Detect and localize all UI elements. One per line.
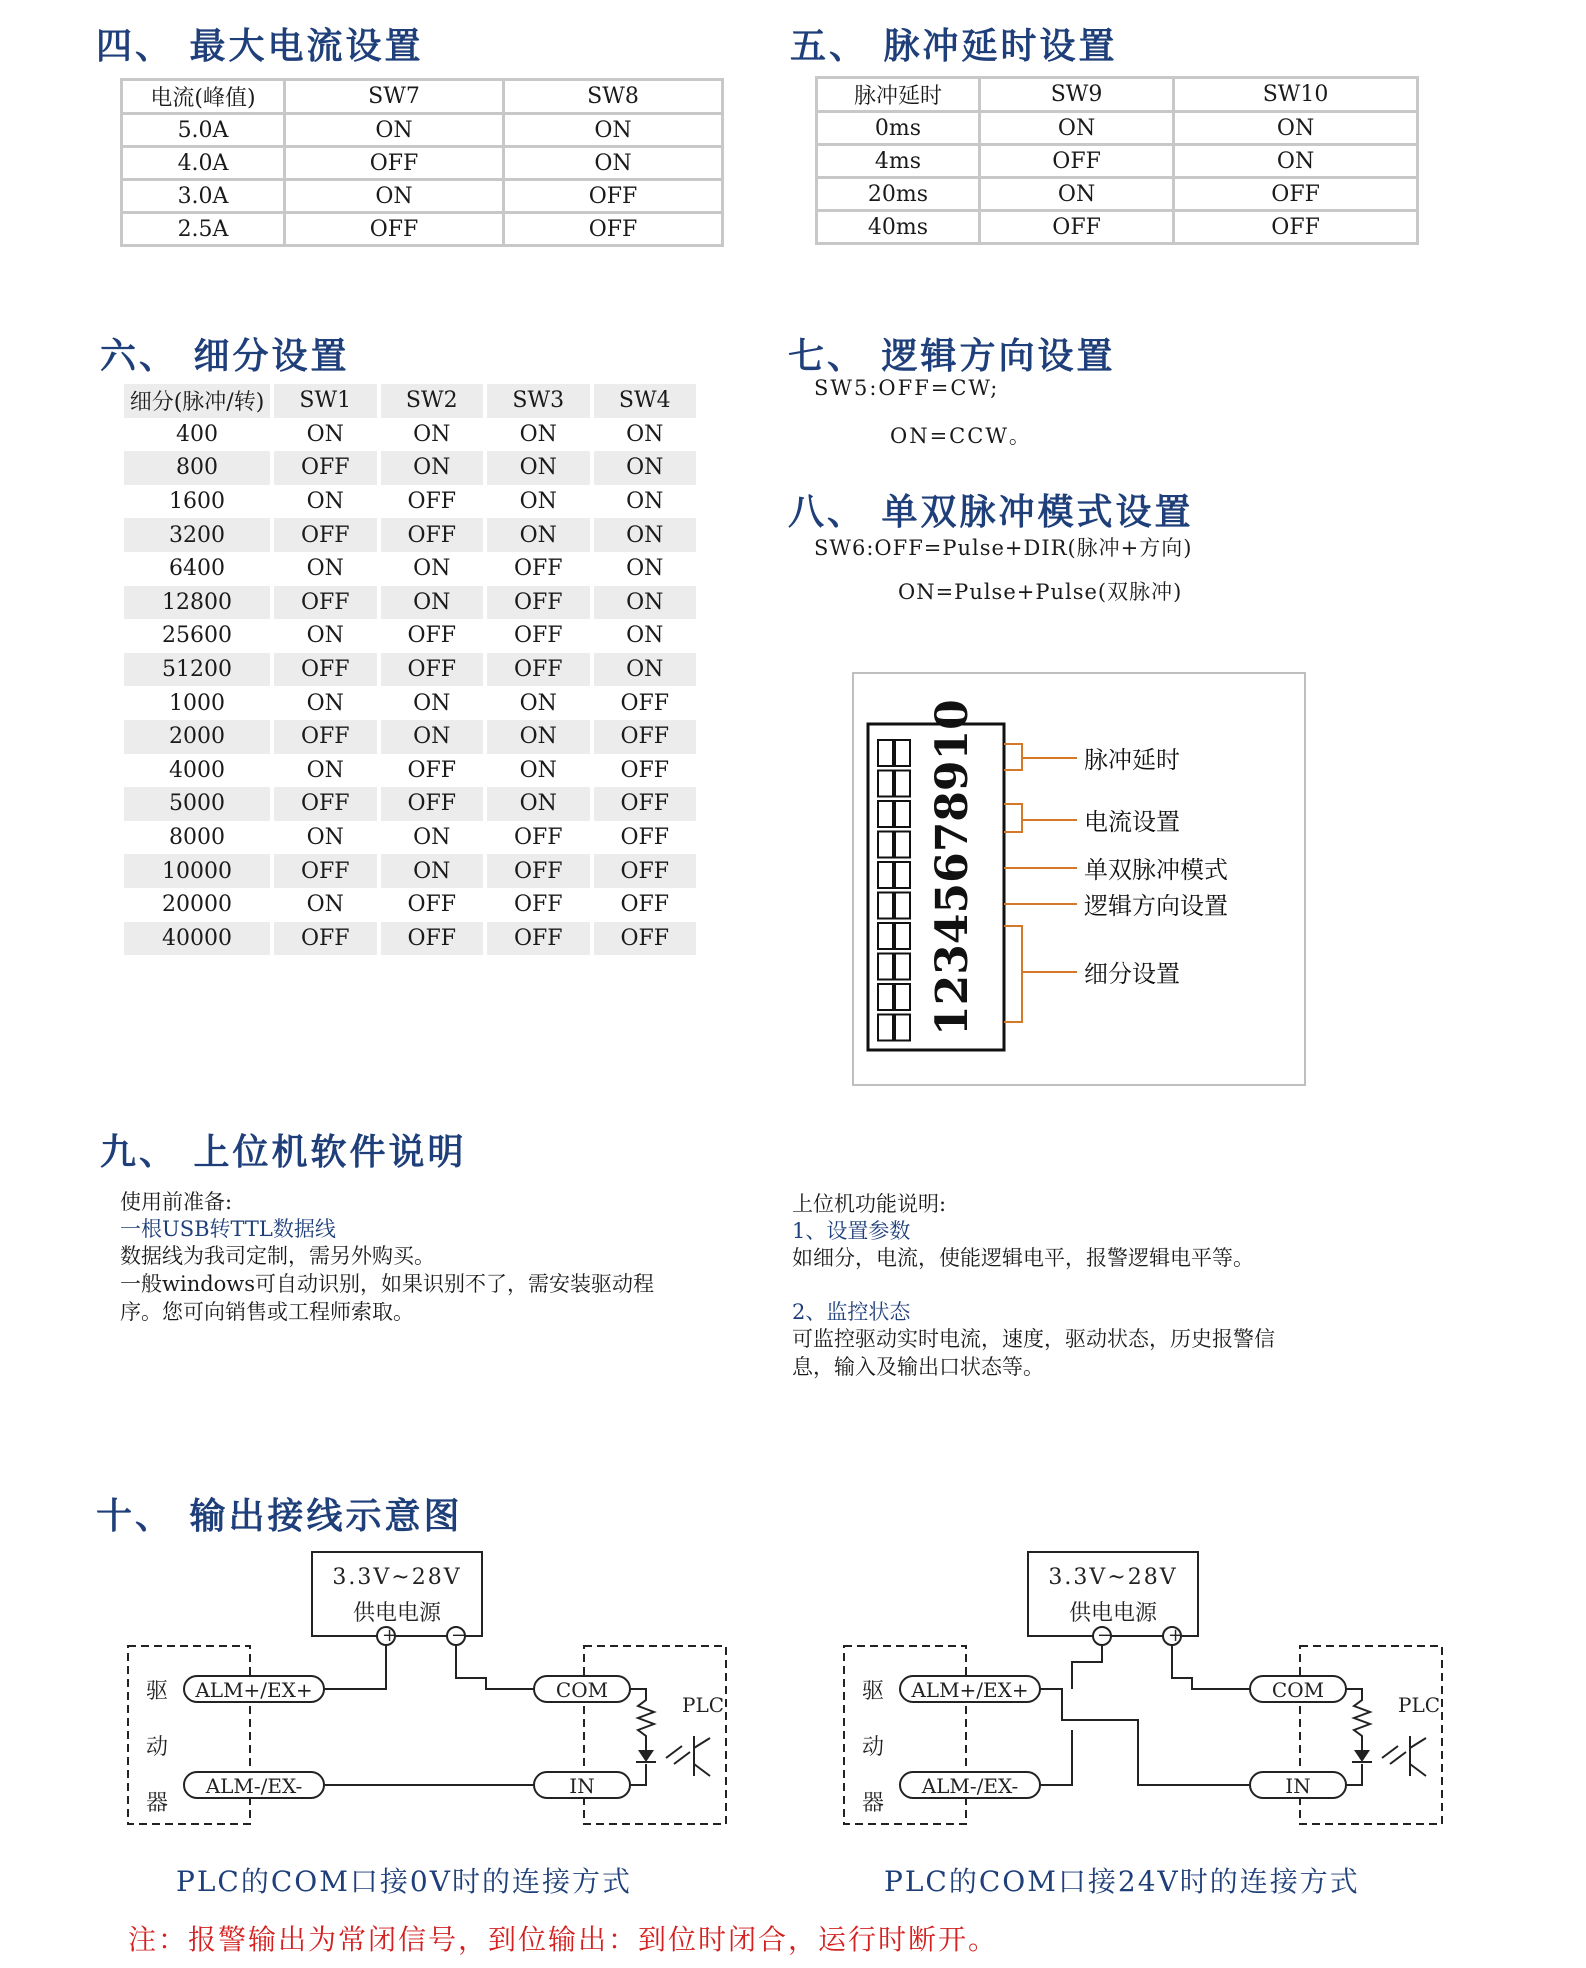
prep-p2a: 一般windows可自动识别，如果识别不了，需安装驱动程 <box>120 1272 655 1296</box>
table-cell: OFF <box>272 720 379 754</box>
table-cell: OFF <box>592 922 699 956</box>
func-heading: 上位机功能说明: <box>792 1192 947 1216</box>
table-header-cell: SW4 <box>592 384 699 418</box>
table-cell: ON <box>1174 112 1418 145</box>
table-cell: OFF <box>504 180 723 213</box>
dip-switch-diagram <box>852 672 1306 1086</box>
func-p2b: 息，输入及输出口状态等。 <box>792 1355 1044 1379</box>
section7-title: 七、 逻辑方向设置 <box>788 335 1116 377</box>
table-cell: OFF <box>485 653 592 687</box>
table-cell: ON <box>485 418 592 452</box>
table-cell: OFF <box>379 619 486 653</box>
microstep-table <box>124 384 700 955</box>
table-header-cell: SW9 <box>980 78 1174 112</box>
driver-char-3: 器 <box>862 1791 885 1816</box>
table-cell: OFF <box>285 213 504 246</box>
table-cell: 1000 <box>124 686 272 720</box>
table-cell: 40ms <box>817 211 980 244</box>
table-row <box>124 754 698 788</box>
table-cell: 8000 <box>124 821 272 855</box>
table-cell: OFF <box>272 518 379 552</box>
dip-brackets <box>1004 744 1077 1022</box>
section9-title: 九、 上位机软件说明 <box>100 1131 467 1173</box>
sw6-line2: ON=Pulse+Pulse(双脉冲) <box>898 580 1183 604</box>
table-row <box>124 720 698 754</box>
table-header-cell: SW8 <box>504 80 723 114</box>
table-cell: ON <box>980 112 1174 145</box>
table-cell: 51200 <box>124 653 272 687</box>
table-cell: OFF <box>285 147 504 180</box>
table-row <box>124 586 698 620</box>
table-header-cell: SW3 <box>485 384 592 418</box>
table-cell: OFF <box>379 922 486 956</box>
table-cell: OFF <box>485 854 592 888</box>
table-cell: ON <box>980 178 1174 211</box>
table-cell: OFF <box>379 485 486 519</box>
pulse-delay-table <box>815 76 1419 245</box>
section6-title: 六、 细分设置 <box>100 335 350 377</box>
alarm-note: 注：报警输出为常闭信号，到位输出：到位时闭合，运行时断开。 <box>128 1923 999 1956</box>
table-cell: OFF <box>592 888 699 922</box>
table-cell: ON <box>272 888 379 922</box>
table-cell: OFF <box>592 854 699 888</box>
table-cell: ON <box>485 720 592 754</box>
dip-switch-cell <box>878 832 893 858</box>
driver-char-3: 器 <box>146 1791 169 1816</box>
dip-switch-cell <box>878 801 893 827</box>
table-cell: OFF <box>272 922 379 956</box>
table-cell: ON <box>272 821 379 855</box>
func-sub1: 1、设置参数 <box>792 1219 911 1243</box>
dip-switch-cell <box>878 740 893 766</box>
table-cell: ON <box>592 485 699 519</box>
table-cell: ON <box>379 821 486 855</box>
table-cell: OFF <box>592 720 699 754</box>
table-cell: OFF <box>592 754 699 788</box>
table-row <box>124 922 698 956</box>
plus-terminal: + <box>382 1625 398 1646</box>
table-cell: OFF <box>485 552 592 586</box>
table-cell: ON <box>592 619 699 653</box>
table-row <box>124 418 698 452</box>
table-cell: ON <box>285 180 504 213</box>
table-cell: 400 <box>124 418 272 452</box>
table-row <box>817 145 1418 178</box>
table-header-cell: 细分(脉冲/转) <box>124 384 272 418</box>
dip-switch-cell <box>895 801 910 827</box>
supply-label: 供电电源 <box>1068 1601 1158 1626</box>
table-header-row <box>124 384 698 418</box>
table-cell: 0ms <box>817 112 980 145</box>
sw5-line1: SW5:OFF=CW; <box>814 376 1000 400</box>
table-header-row <box>817 78 1418 112</box>
table-cell: OFF <box>485 821 592 855</box>
table-cell: ON <box>272 686 379 720</box>
table-cell: 1600 <box>124 485 272 519</box>
caption-com-0v: PLC的COM口接0V时的连接方式 <box>176 1865 632 1898</box>
table-cell: OFF <box>272 653 379 687</box>
sw6-line1: SW6:OFF=Pulse+DIR(脉冲+方向) <box>814 536 1193 560</box>
dip-switch-cell <box>895 771 910 797</box>
table-cell: ON <box>485 686 592 720</box>
table-cell: OFF <box>485 619 592 653</box>
dip-switch-cell <box>878 984 893 1010</box>
dip-label-delay: 脉冲延时 <box>1084 746 1180 774</box>
table-cell: ON <box>592 451 699 485</box>
table-cell: ON <box>485 485 592 519</box>
dip-switch-cell <box>878 771 893 797</box>
supply-voltage: 3.3V~28V <box>1048 1565 1178 1590</box>
table-cell: 3.0A <box>122 180 285 213</box>
table-cell: 4.0A <box>122 147 285 180</box>
dip-switch-cell <box>895 1015 910 1041</box>
table-cell: 10000 <box>124 854 272 888</box>
table-cell: ON <box>379 720 486 754</box>
table-cell: OFF <box>592 686 699 720</box>
table-cell: ON <box>504 147 723 180</box>
dip-switch-cell <box>895 984 910 1010</box>
table-cell: OFF <box>272 854 379 888</box>
table-row <box>124 686 698 720</box>
table-cell: ON <box>592 586 699 620</box>
plc-label: PLC <box>1398 1693 1441 1717</box>
alm-plus-label: ALM+/EX+ <box>911 1678 1029 1702</box>
supply-voltage: 3.3V~28V <box>332 1565 462 1590</box>
dip-label-direction: 逻辑方向设置 <box>1084 892 1228 920</box>
table-cell: 20ms <box>817 178 980 211</box>
table-cell: OFF <box>379 754 486 788</box>
table-cell: ON <box>272 485 379 519</box>
func-p2a: 可监控驱动实时电流，速度，驱动状态，历史报警信 <box>792 1327 1275 1351</box>
table-cell: ON <box>485 787 592 821</box>
table-cell: ON <box>592 518 699 552</box>
dip-label-current: 电流设置 <box>1084 808 1180 836</box>
table-header-cell: SW2 <box>379 384 486 418</box>
table-cell: ON <box>592 653 699 687</box>
table-cell: ON <box>1174 145 1418 178</box>
table-header-cell: SW1 <box>272 384 379 418</box>
table-row <box>124 518 698 552</box>
table-cell: OFF <box>1174 178 1418 211</box>
table-row <box>124 653 698 687</box>
plc-label: PLC <box>682 1693 725 1717</box>
com-label: COM <box>555 1678 609 1702</box>
dip-switch-cell <box>878 862 893 888</box>
table-cell: 3200 <box>124 518 272 552</box>
alm-minus-label: ALM-/EX- <box>205 1774 303 1798</box>
table-row <box>124 854 698 888</box>
dip-switch-cell <box>878 923 893 949</box>
prep-heading: 使用前准备: <box>120 1190 233 1214</box>
dip-switch-cell <box>895 954 910 980</box>
table-cell: 25600 <box>124 619 272 653</box>
table-cell: OFF <box>1174 211 1418 244</box>
dip-switch-cell <box>895 740 910 766</box>
table-cell: 2.5A <box>122 213 285 246</box>
table-row <box>124 485 698 519</box>
table-cell: 800 <box>124 451 272 485</box>
table-row <box>124 821 698 855</box>
driver-char-1: 驱 <box>146 1679 169 1704</box>
table-cell: ON <box>592 418 699 452</box>
table-cell: 6400 <box>124 552 272 586</box>
minus-terminal: − <box>1097 1625 1113 1646</box>
table-header-cell: SW7 <box>285 80 504 114</box>
table-row <box>122 114 723 147</box>
prep-p1: 数据线为我司定制，需另外购买。 <box>120 1244 435 1268</box>
table-cell: OFF <box>980 145 1174 178</box>
table-cell: 20000 <box>124 888 272 922</box>
table-row <box>817 112 1418 145</box>
table-cell: ON <box>592 552 699 586</box>
table-cell: ON <box>379 552 486 586</box>
minus-terminal: − <box>451 1625 467 1646</box>
current-table <box>120 78 724 247</box>
driver-char-2: 动 <box>862 1735 885 1760</box>
table-cell: OFF <box>504 213 723 246</box>
table-cell: 4ms <box>817 145 980 178</box>
table-cell: OFF <box>592 787 699 821</box>
com-label: COM <box>1271 1678 1325 1702</box>
section4-title: 四、 最大电流设置 <box>96 25 424 67</box>
supply-label: 供电电源 <box>352 1601 442 1626</box>
table-header-cell: SW10 <box>1174 78 1418 112</box>
section5-title: 五、 脉冲延时设置 <box>790 25 1118 67</box>
dip-switch-cell <box>895 923 910 949</box>
dip-switch-cell <box>895 893 910 919</box>
sw5-line2: ON=CCW。 <box>890 424 1032 448</box>
table-cell: ON <box>272 754 379 788</box>
table-cell: 40000 <box>124 922 272 956</box>
func-sub2: 2、监控状态 <box>792 1300 911 1324</box>
table-row <box>122 147 723 180</box>
alm-minus-label: ALM-/EX- <box>921 1774 1019 1798</box>
alm-plus-label: ALM+/EX+ <box>195 1678 313 1702</box>
table-cell: ON <box>485 754 592 788</box>
in-label: IN <box>1285 1774 1311 1798</box>
table-cell: ON <box>272 619 379 653</box>
table-cell: ON <box>485 518 592 552</box>
dip-switch-cell <box>878 1015 893 1041</box>
table-row <box>817 211 1418 244</box>
table-row <box>124 787 698 821</box>
dip-switch-cell <box>895 862 910 888</box>
table-cell: 5.0A <box>122 114 285 147</box>
table-row <box>817 178 1418 211</box>
caption-com-24v: PLC的COM口接24V时的连接方式 <box>884 1865 1360 1898</box>
table-cell: OFF <box>272 451 379 485</box>
table-cell: OFF <box>379 888 486 922</box>
table-cell: 4000 <box>124 754 272 788</box>
table-cell: ON <box>379 686 486 720</box>
table-cell: ON <box>272 418 379 452</box>
wiring-diagram-com-0v <box>126 1550 738 1830</box>
prep-cable: 一根USB转TTL数据线 <box>120 1217 336 1241</box>
table-cell: ON <box>379 854 486 888</box>
table-header-cell: 电流(峰值) <box>122 80 285 114</box>
table-row <box>122 180 723 213</box>
func-p1: 如细分，电流，使能逻辑电平，报警逻辑电平等。 <box>792 1246 1254 1270</box>
table-header-row <box>122 80 723 114</box>
table-cell: ON <box>285 114 504 147</box>
in-label: IN <box>569 1774 595 1798</box>
table-cell: OFF <box>379 518 486 552</box>
table-cell: OFF <box>592 821 699 855</box>
table-cell: OFF <box>272 586 379 620</box>
table-cell: ON <box>379 418 486 452</box>
plus-terminal: + <box>1168 1625 1184 1646</box>
table-row <box>124 619 698 653</box>
table-cell: OFF <box>485 922 592 956</box>
table-cell: OFF <box>485 586 592 620</box>
section10-title: 十、 输出接线示意图 <box>96 1495 463 1537</box>
table-cell: ON <box>272 552 379 586</box>
section8-title: 八、 单双脉冲模式设置 <box>788 491 1194 533</box>
table-cell: ON <box>504 114 723 147</box>
table-cell: ON <box>379 451 486 485</box>
driver-char-1: 驱 <box>862 1679 885 1704</box>
dip-switch-cell <box>878 954 893 980</box>
table-cell: 12800 <box>124 586 272 620</box>
dip-label-pulse-mode: 单双脉冲模式 <box>1084 856 1228 884</box>
dip-label-microstep: 细分设置 <box>1084 960 1180 988</box>
table-row <box>124 888 698 922</box>
table-cell: OFF <box>379 653 486 687</box>
table-cell: OFF <box>980 211 1174 244</box>
dip-numbers: 12345678910 <box>927 699 978 1036</box>
dip-switch-cell <box>895 832 910 858</box>
table-cell: 5000 <box>124 787 272 821</box>
driver-char-2: 动 <box>146 1735 169 1760</box>
table-header-cell: 脉冲延时 <box>817 78 980 112</box>
table-cell: 2000 <box>124 720 272 754</box>
table-cell: OFF <box>272 787 379 821</box>
table-cell: OFF <box>485 888 592 922</box>
table-cell: ON <box>485 451 592 485</box>
wiring-diagram-com-24v <box>842 1550 1454 1830</box>
prep-p2b: 序。您可向销售或工程师索取。 <box>120 1300 414 1324</box>
table-cell: ON <box>379 586 486 620</box>
table-cell: OFF <box>379 787 486 821</box>
table-row <box>122 213 723 246</box>
dip-switch-cell <box>878 893 893 919</box>
table-row <box>124 451 698 485</box>
table-row <box>124 552 698 586</box>
